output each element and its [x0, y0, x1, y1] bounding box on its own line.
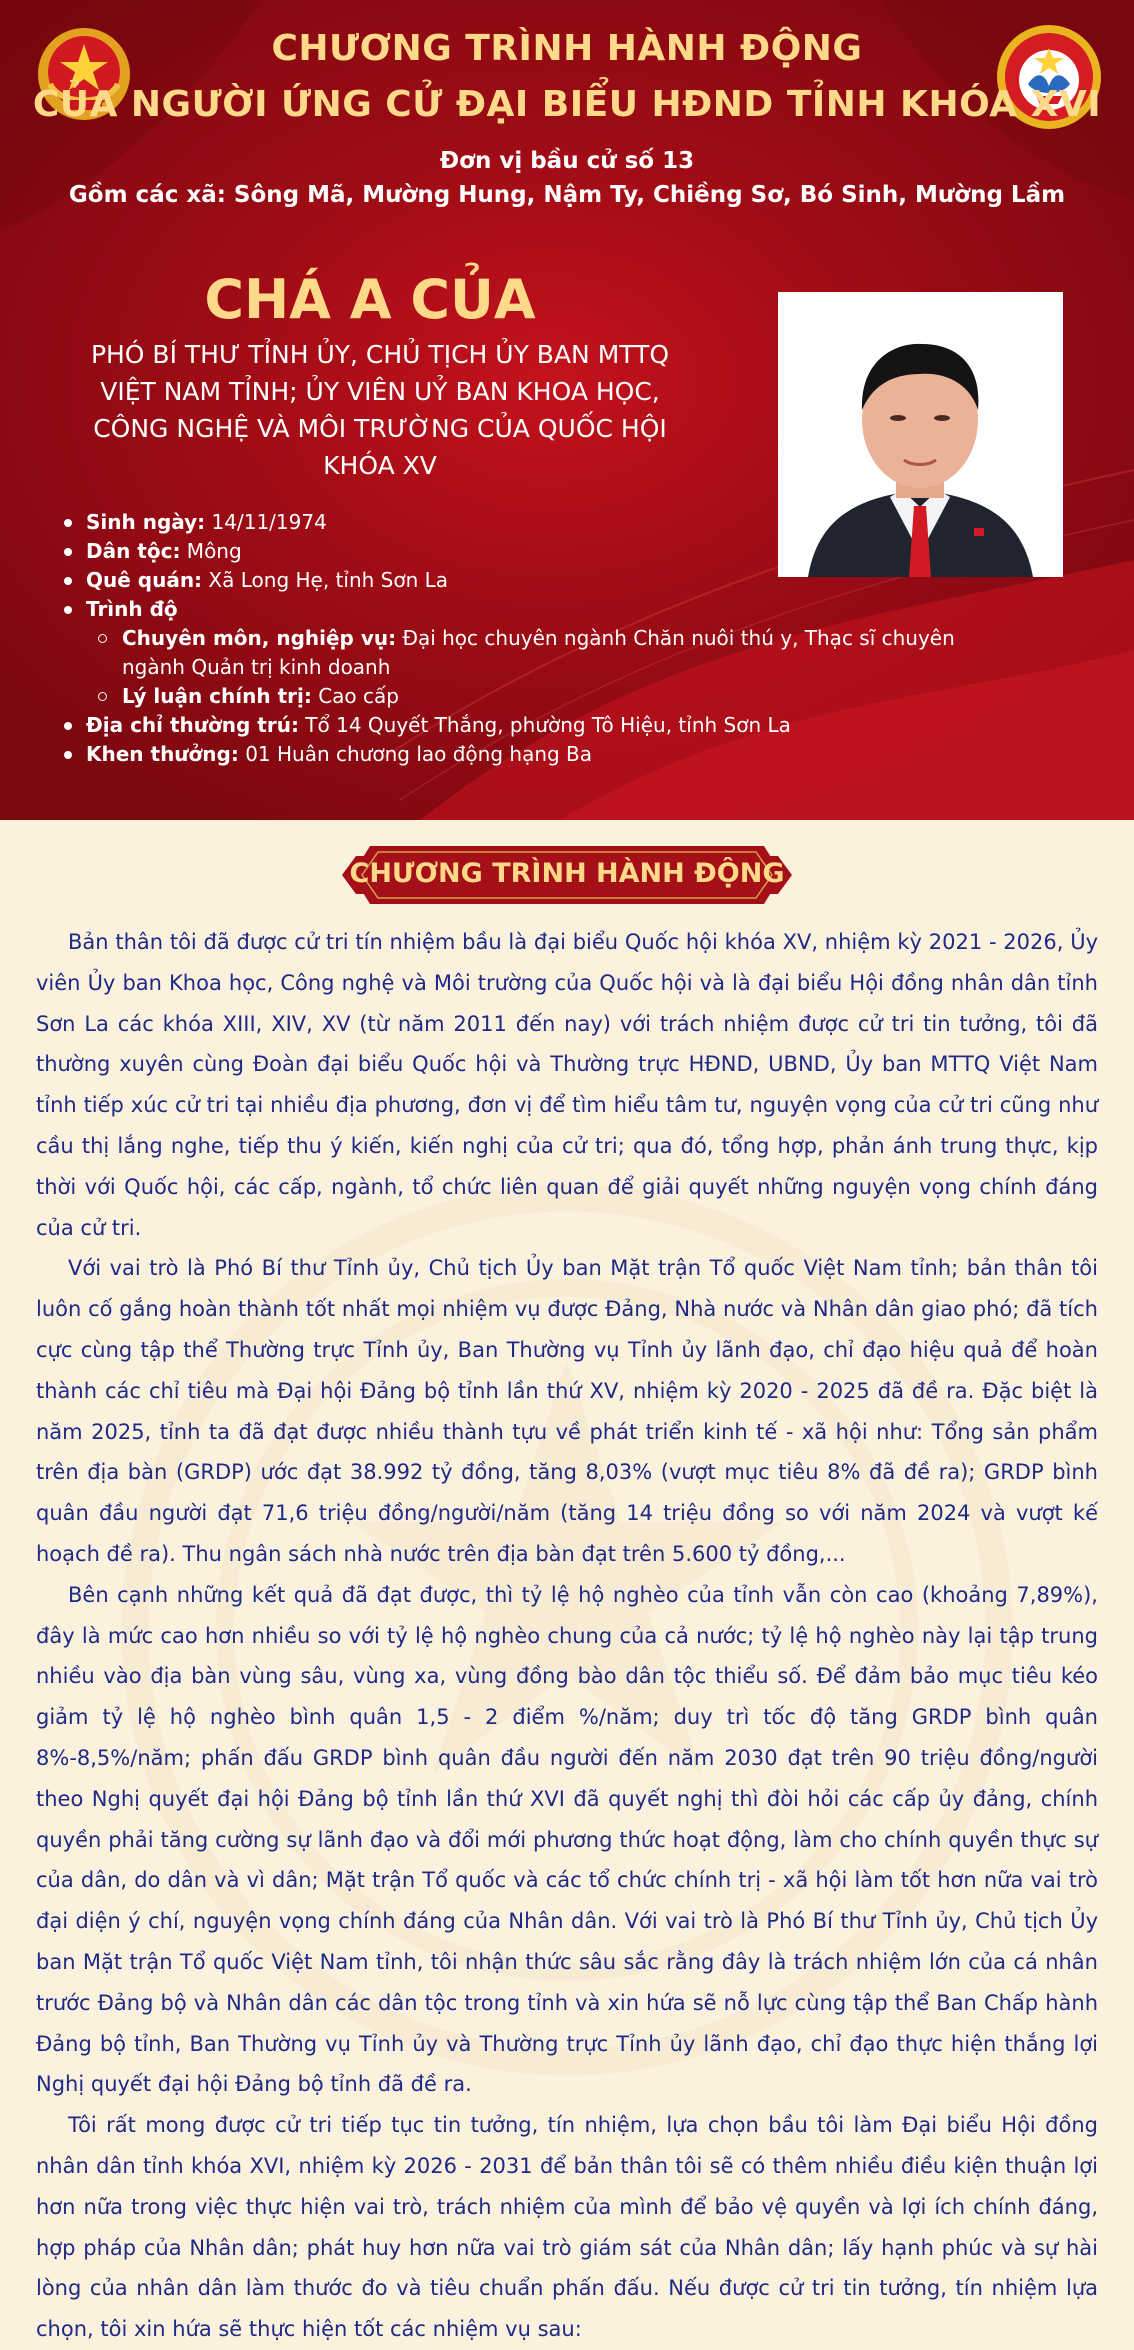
- info-award: Khen thưởng: 01 Huân chương lao động hạng Ba: [62, 740, 1022, 769]
- constituency-communes: Gồm các xã: Sông Mã, Mường Hung, Nậm Ty, Chiềng Sơ, Bó Sinh, Mường Lầm: [68, 182, 1066, 208]
- program-body: [36, 922, 1098, 2350]
- info-specialty: Chuyên môn, nghiệp vụ: Đại học chuyên ngành Chăn nuôi thú y, Thạc sĩ chuyên ngành Quản trị kinh doanh: [98, 624, 1022, 682]
- program-paragraph-2: Với vai trò là Phó Bí thư Tỉnh ủy, Chủ tịch Ủy ban Mặt trận Tổ quốc Việt Nam tỉnh; bản thân tôi luôn cố gắng hoàn thành tốt nhất mọi nhiệm vụ được Đảng, Nhà nước và Nhân dân giao phó; đã tích cực cùng tập thể Thường trực Tỉnh ủy, Ban Thường vụ Tỉnh ủy lãnh đạo, chỉ đạo hiệu quả để hoàn thành các chỉ tiêu mà Đại hội Đảng bộ tỉnh lần thứ XV, nhiệm kỳ 2020 - 2025 đã đề ra. Đặc biệt là năm 2025, tỉnh ta đã đạt được nhiều thành tựu về phát triển kinh tế - xã hội như: Tổng sản phẩm trên địa bàn (GRDP) ước đạt 38.992 tỷ đồng, tăng 8,03% (vượt mục tiêu 8% đã đề ra); GRDP bình quân đầu người đạt 71,6 triệu đồng/người/năm (tăng 14 triệu đồng so với năm 2024 và vượt kế hoạch đề ra). Thu ngân sách nhà nước trên địa bàn đạt trên 5.600 tỷ đồng,...: [36, 1256, 1098, 1566]
- program-title-line1: CHƯƠNG TRÌNH HÀNH ĐỘNG: [271, 28, 863, 69]
- info-hometown: Quê quán: Xã Long Hẹ, tỉnh Sơn La: [62, 566, 1022, 595]
- program-paragraph-3: Bên cạnh những kết quả đã đạt được, thì tỷ lệ hộ nghèo của tỉnh vẫn còn cao (khoảng 7,89%), đây là mức cao hơn nhiều so với tỷ lệ hộ nghèo chung của cả nước; tỷ lệ hộ nghèo này lại tập trung nhiều vào địa bàn vùng sâu, vùng xa, vùng đồng bào dân tộc thiểu số. Để đảm bảo mục tiêu kéo giảm tỷ lệ hộ nghèo bình quân 1,5 - 2 điểm %/năm; duy trì tốc độ tăng GRDP bình quân 8%-8,5%/năm; phấn đấu GRDP bình quân đầu người đến năm 2030 đạt trên 90 triệu đồng/người theo Nghị quyết đại hội Đảng bộ tỉnh lần thứ XVI đã quyết nghị thì đòi hỏi các cấp ủy đảng, chính quyền phải tăng cường sự lãnh đạo và đổi mới phương thức hoạt động, làm cho chính quyền thực sự của dân, do dân và vì dân; Mặt trận Tổ quốc và các tổ chức chính trị - xã hội làm tốt hơn nữa vai trò đại diện ý chí, nguyện vọng chính đáng của Nhân dân. Với vai trò là Phó Bí thư Tỉnh ủy, Chủ tịch Ủy ban Mặt trận Tổ quốc Việt Nam tỉnh, tôi nhận thức sâu sắc rằng đây là trách nhiệm lớn của cá nhân trước Đảng bộ và Nhân dân các dân tộc trong tỉnh và xin hứa sẽ nỗ lực cùng tập thể Ban Chấp hành Đảng bộ tỉnh, Ban Thường vụ Tỉnh ủy và Thường trực Tỉnh ủy lãnh đạo, chỉ đạo thực hiện thắng lợi Nghị quyết đại hội Đảng bộ tỉnh đã đề ra.: [36, 1582, 1098, 2097]
- info-political: Lý luận chính trị: Cao cấp: [98, 682, 1022, 711]
- program-heading-banner: [342, 842, 792, 908]
- candidate-info: [62, 508, 1022, 769]
- info-ethnic: Dân tộc: Mông: [62, 537, 1022, 566]
- program-title-line2: CỦA NGƯỜI ỨNG CỬ ĐẠI BIỂU HĐND TỈNH KHÓA XVI: [32, 84, 1102, 125]
- info-birth: Sinh ngày: 14/11/1974: [62, 508, 1022, 537]
- info-address: Địa chỉ thường trú: Tổ 14 Quyết Thắng, phường Tô Hiệu, tỉnh Sơn La: [62, 711, 1022, 740]
- program-paragraph-1: Bản thân tôi đã được cử tri tín nhiệm bầu là đại biểu Quốc hội khóa XV, nhiệm kỳ 2021 - 2026, Ủy viên Ủy ban Khoa học, Công nghệ và Môi trường của Quốc hội và là đại biểu Hội đồng nhân dân tỉnh Sơn La các khóa XIII, XIV, XV (từ năm 2011 đến nay) với trách nhiệm được cử tri tin tưởng, tôi đã thường xuyên cùng Đoàn đại biểu Quốc hội và Thường trực HĐND, UBND, Ủy ban MTTQ Việt Nam tỉnh tiếp xúc cử tri tại nhiều địa phương, đơn vị để tìm hiểu tâm tư, nguyện vọng của cử tri cũng như cầu thị lắng nghe, tiếp thu ý kiến, kiến nghị của cử tri; qua đó, tổng hợp, phản ánh trung thực, kịp thời với Quốc hội, các cấp, ngành, tổ chức liên quan để giải quyết những nguyện vọng chính đáng của cử tri.: [36, 930, 1098, 1240]
- program-heading: CHƯƠNG TRÌNH HÀNH ĐỘNG: [349, 858, 785, 889]
- program-paragraph-4: Tôi rất mong được cử tri tiếp tục tin tưởng, tín nhiệm, lựa chọn bầu tôi làm Đại biểu Hội đồng nhân dân tỉnh khóa XVI, nhiệm kỳ 2026 - 2031 để bản thân tôi sẽ có thêm nhiều điều kiện thuận lợi hơn nữa trong việc thực hiện vai trò, trách nhiệm của mình để bảo vệ quyền và lợi ích chính đáng, hợp pháp của Nhân dân; phát huy hơn nữa vai trò giám sát của Nhân dân; lấy hạnh phúc và sự hài lòng của nhân dân làm thước đo và tiêu chuẩn phấn đấu. Nếu được cử tri tin tưởng, tín nhiệm lựa chọn, tôi xin hứa sẽ thực hiện tốt các nhiệm vụ sau:: [36, 2113, 1098, 2342]
- candidate-name: CHÁ A CỦA: [204, 268, 536, 331]
- constituency-number: Đơn vị bầu cử số 13: [439, 148, 695, 174]
- candidate-role: PHÓ BÍ THƯ TỈNH ỦY, CHỦ TỊCH ỦY BAN MTTQ VIỆT NAM TỈNH; ỦY VIÊN UỶ BAN KHOA HỌC, CÔNG NGHỆ VÀ MÔI TRƯỜNG CỦA QUỐC HỘI KHÓA XV: [90, 340, 670, 480]
- candidate-header: [0, 0, 1134, 820]
- info-education: Trình độ: [62, 595, 1022, 624]
